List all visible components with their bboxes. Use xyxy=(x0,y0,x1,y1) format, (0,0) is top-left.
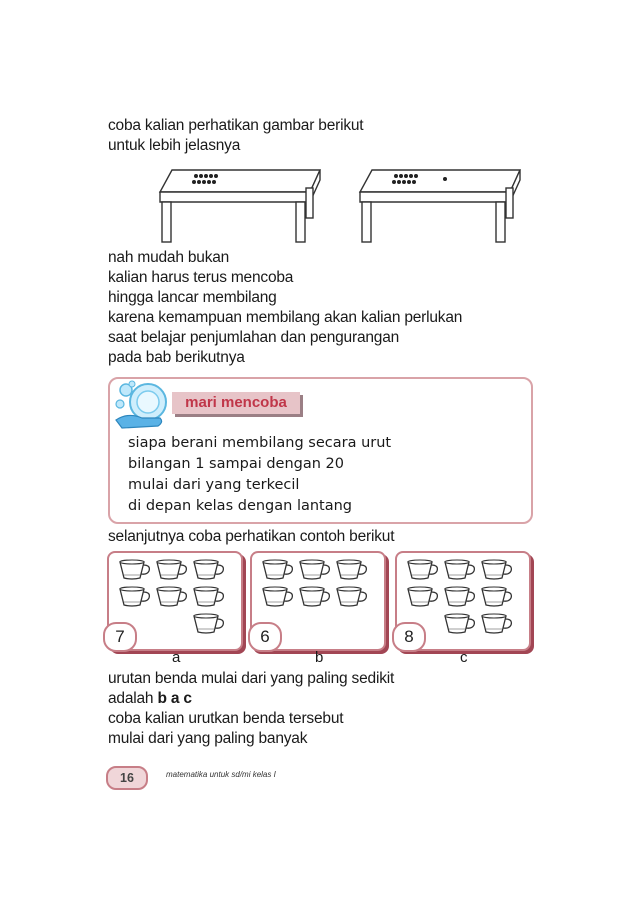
cup-icon xyxy=(261,586,295,613)
cup-icon xyxy=(192,559,226,586)
answer-order: b a c xyxy=(157,690,192,707)
cup-icon xyxy=(192,613,226,640)
count-badge-a: 7 xyxy=(103,622,137,652)
paragraph-line-6: pada bab berikutnya xyxy=(108,349,245,366)
cup-icon xyxy=(118,586,152,613)
conclusion-line-1: urutan benda mulai dari yang paling sedikit xyxy=(108,670,395,687)
paragraph-line-3: hingga lancar membilang xyxy=(108,289,277,306)
cup-icon xyxy=(118,559,152,586)
example-intro: selanjutnya coba perhatikan contoh berikut xyxy=(108,528,395,545)
activity-badge: mari mencoba xyxy=(172,392,300,414)
paragraph-line-2: kalian harus terus mencoba xyxy=(108,269,294,286)
water-drops-icon xyxy=(112,380,168,432)
cup-icon xyxy=(298,559,332,586)
cup-icon xyxy=(480,586,514,613)
cup-icon xyxy=(443,613,477,640)
cup-icon xyxy=(480,613,514,640)
cup-icon xyxy=(443,559,477,586)
conclusion-line-2 xyxy=(108,689,192,709)
cup-icon xyxy=(443,586,477,613)
count-badge-c: 8 xyxy=(392,622,426,652)
cup-icon xyxy=(335,559,369,586)
cup-icon xyxy=(192,586,226,613)
intro-line-1: coba kalian perhatikan gambar berikut xyxy=(108,117,364,134)
cup-icon xyxy=(155,559,189,586)
panel-label-a: a xyxy=(172,649,181,666)
cup-icon xyxy=(298,586,332,613)
intro-line-2: untuk lebih jelasnya xyxy=(108,137,241,154)
activity-line-3: mulai dari yang terkecil xyxy=(128,477,300,493)
page-number: 16 xyxy=(106,766,148,790)
activity-line-2: bilangan 1 sampai dengan 20 xyxy=(128,456,345,472)
paragraph-line-5: saat belajar penjumlahan dan pengurangan xyxy=(108,329,400,346)
conclusion-prefix: adalah xyxy=(108,690,158,707)
activity-line-4: di depan kelas dengan lantang xyxy=(128,498,353,514)
conclusion-line-3: coba kalian urutkan benda tersebut xyxy=(108,710,344,727)
conclusion-line-4: mulai dari yang paling banyak xyxy=(108,730,308,747)
panel-label-b: b xyxy=(315,649,324,666)
cup-icon xyxy=(406,559,440,586)
table-illustration-right xyxy=(350,168,525,246)
count-badge-b: 6 xyxy=(248,622,282,652)
cup-icon xyxy=(261,559,295,586)
book-title: matematika untuk sd/mi kelas I xyxy=(166,770,276,779)
paragraph-line-1: nah mudah bukan xyxy=(108,249,230,266)
table-illustration-left xyxy=(150,168,325,246)
cup-icon xyxy=(155,586,189,613)
cup-icon xyxy=(335,586,369,613)
activity-line-1: siapa berani membilang secara urut xyxy=(128,435,392,451)
cup-icon xyxy=(406,586,440,613)
paragraph-line-4: karena kemampuan membilang akan kalian perlukan xyxy=(108,309,463,326)
panel-label-c: c xyxy=(460,649,468,666)
cup-icon xyxy=(480,559,514,586)
